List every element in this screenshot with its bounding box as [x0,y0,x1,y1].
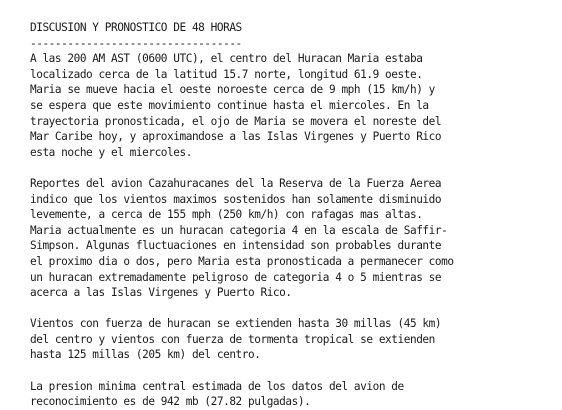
paragraph-wind-extent [30,316,560,363]
paragraph-gap [30,363,560,379]
paragraph-line: se espera que este movimiento continue hasta el miercoles. En la [30,98,429,112]
paragraph-line: localizado cerca de la latitud 15.7 norte, longitud 61.9 oeste. [30,67,423,81]
paragraph-line: Mar Caribe hoy, y aproximandose a las Islas Virgenes y Puerto Rico [30,130,442,144]
paragraph-gap [30,160,560,176]
paragraph-line: hasta 125 millas (205 km) del centro. [30,348,261,362]
document-title: DISCUSION Y PRONOSTICO DE 48 HORAS [30,21,242,34]
paragraph-line: acerca a las Islas Virgenes y Puerto Rico. [30,286,292,300]
paragraph-line: un huracan extremadamente peligroso de categoria 4 o 5 mientras se [30,270,442,284]
paragraph-line: indico que los vientos maximos sostenidos han solamente disminuido [30,192,442,206]
paragraph-line: el proximo dia o dos, pero Maria esta pronosticada a permanecer como [30,254,454,268]
paragraph-line: La presion minima central estimada de los datos del avion de [30,379,404,393]
paragraph-line: Reportes del avion Cazahuracanes del la Reserva de la Fuerza Aerea [30,176,442,190]
paragraph-line: Maria se mueve hacia el oeste noroeste cerca de 9 mph (15 km/h) y [30,83,435,97]
paragraph-line: Maria actualmente es un huracan categoria 4 en la escala de Saffir- [30,223,448,237]
paragraph-line: Simpson. Algunas fluctuaciones en intensidad son probables durante [30,239,442,253]
paragraph-line: levemente, a cerca de 155 mph (250 km/h) con rafagas mas altas. [30,208,423,222]
paragraph-pressure [30,379,560,410]
document-body [30,20,560,410]
paragraph-line: del centro y vientos con fuerza de tormenta tropical se extienden [30,332,435,346]
paragraph-line: esta noche y el miercoles. [30,145,192,159]
paragraph-gap [30,301,560,317]
paragraph-intensity [30,176,560,301]
paragraph-line: Vientos con fuerza de huracan se extienden hasta 30 millas (45 km) [30,317,442,331]
paragraph-line: reconocimiento es de 942 mb (27.82 pulgadas). [30,395,311,409]
paragraph-line: A las 200 AM AST (0600 UTC), el centro del Huracan Maria estaba [30,52,423,66]
paragraph-position [30,51,560,160]
title-separator: ---------------------------------- [30,36,242,50]
paragraph-line: trayectoria pronosticada, el ojo de Maria se movera el noreste del [30,114,442,128]
